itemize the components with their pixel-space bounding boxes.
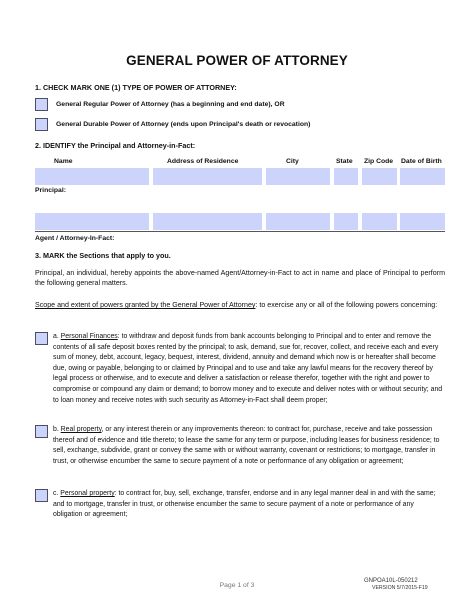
form-code: GNPOA10L-050212: [364, 578, 418, 584]
agent-dob-field[interactable]: [400, 213, 445, 230]
item-a-title: Personal Finances: [60, 333, 118, 340]
agent-row-underline: [35, 231, 445, 232]
agent-address-field[interactable]: [153, 213, 262, 230]
item-a-prefix: a.: [53, 333, 61, 340]
personal-finances-paragraph: [53, 332, 445, 406]
version-label: VERSION 5/7/2015-F19: [372, 585, 428, 591]
item-c-title: Personal property: [60, 490, 115, 497]
durable-poa-label: General Durable Power of Attorney (ends upon Principal's death or revocation): [56, 121, 311, 128]
section2-heading: 2. IDENTIFY the Principal and Attorney-in-Fact:: [35, 141, 196, 150]
agent-name-field[interactable]: [35, 213, 149, 230]
regular-poa-label: General Regular Power of Attorney (has a beginning and end date), OR: [56, 101, 285, 108]
column-header-zip: Zip Code: [364, 158, 394, 165]
personal-property-checkbox[interactable]: [35, 489, 48, 502]
regular-poa-checkbox[interactable]: [35, 98, 48, 111]
column-header-city: City: [286, 158, 299, 165]
column-header-state: State: [336, 158, 353, 165]
principal-city-field[interactable]: [266, 168, 330, 185]
section1-heading: 1. CHECK MARK ONE (1) TYPE OF POWER OF ATTORNEY:: [35, 83, 237, 92]
principal-address-field[interactable]: [153, 168, 262, 185]
section3-heading: 3. MARK the Sections that apply to you.: [35, 251, 171, 260]
page-title: GENERAL POWER OF ATTORNEY: [126, 53, 348, 68]
principal-zip-field[interactable]: [362, 168, 397, 185]
agent-zip-field[interactable]: [362, 213, 397, 230]
principal-state-field[interactable]: [334, 168, 358, 185]
scope-text: : to exercise any or all of the following powers concerning:: [255, 301, 438, 309]
durable-poa-checkbox[interactable]: [35, 118, 48, 131]
personal-finances-checkbox[interactable]: [35, 332, 48, 345]
item-c-text: : to contract for, buy, sell, exchange, transfer, endorse and in any legal manner deal in and with the same; and to mortgage, transfer in trust, or otherwise encumber the same to secure payment of a note or performance of any obligation or agreement;: [53, 490, 436, 519]
item-a-text: : to withdraw and deposit funds from bank accounts belonging to Principal and to enter and remove the contents of all safe deposit boxes rented by the principal; to ask, demand, sue for, recover, collect, and receive each and every sum of money, debt, account, legacy, bequest, interest, dividend, annuity and demand which now is or hereafter shall become due, owing or payable, belonging to or claimed by Principal and to use and take any lawful means for the recovery thereof by legal process or otherwise, and to execute and deliver a satisfaction or release therefor, together with the right and power to compromise or compound any claim or demand; to borrow money and to execute and deliver notes with or without security; and to loan money and receive notes with such security as Attorney-in-Fact shall deem proper;: [53, 333, 443, 404]
item-c-prefix: c.: [53, 490, 61, 497]
agent-city-field[interactable]: [266, 213, 330, 230]
principal-name-field[interactable]: [35, 168, 149, 185]
real-property-checkbox[interactable]: [35, 425, 48, 438]
column-header-name: Name: [54, 158, 73, 165]
item-b-text: , or any interest therein or any improvements thereon: to contract for, purchase, receive and take possession thereof and of evidence and title thereto; to lease the same for any term or purpose, including leases for business residence; to sell, exchange, subdivide, grant or convey the same with or without warranty, covenant or restrictions; to mortgage, transfer in trust, or otherwise encumber the same to secure payment of a note or performance of any obligation or agreement;: [53, 426, 440, 465]
item-b-title: Real property: [60, 426, 102, 433]
real-property-paragraph: [53, 425, 445, 467]
item-b-prefix: b.: [53, 426, 61, 433]
personal-property-paragraph: [53, 489, 445, 521]
column-header-dob: Date of Birth: [401, 158, 442, 165]
page-number: Page 1 of 3: [219, 582, 255, 589]
principal-dob-field[interactable]: [400, 168, 445, 185]
scope-paragraph: [35, 300, 445, 310]
scope-underlined-text: Scope and extent of powers granted by the General Power of Attorney: [35, 301, 256, 309]
agent-label: Agent / Attorney-In-Fact:: [35, 235, 115, 242]
intro-paragraph: Principal, an individual, hereby appoints the above-named Agent/Attorney-in-Fact to act in name and place of Principal to perform the following general matters.: [35, 269, 445, 288]
agent-state-field[interactable]: [334, 213, 358, 230]
column-header-address: Address of Residence: [167, 158, 239, 165]
principal-label: Principal:: [35, 187, 66, 194]
